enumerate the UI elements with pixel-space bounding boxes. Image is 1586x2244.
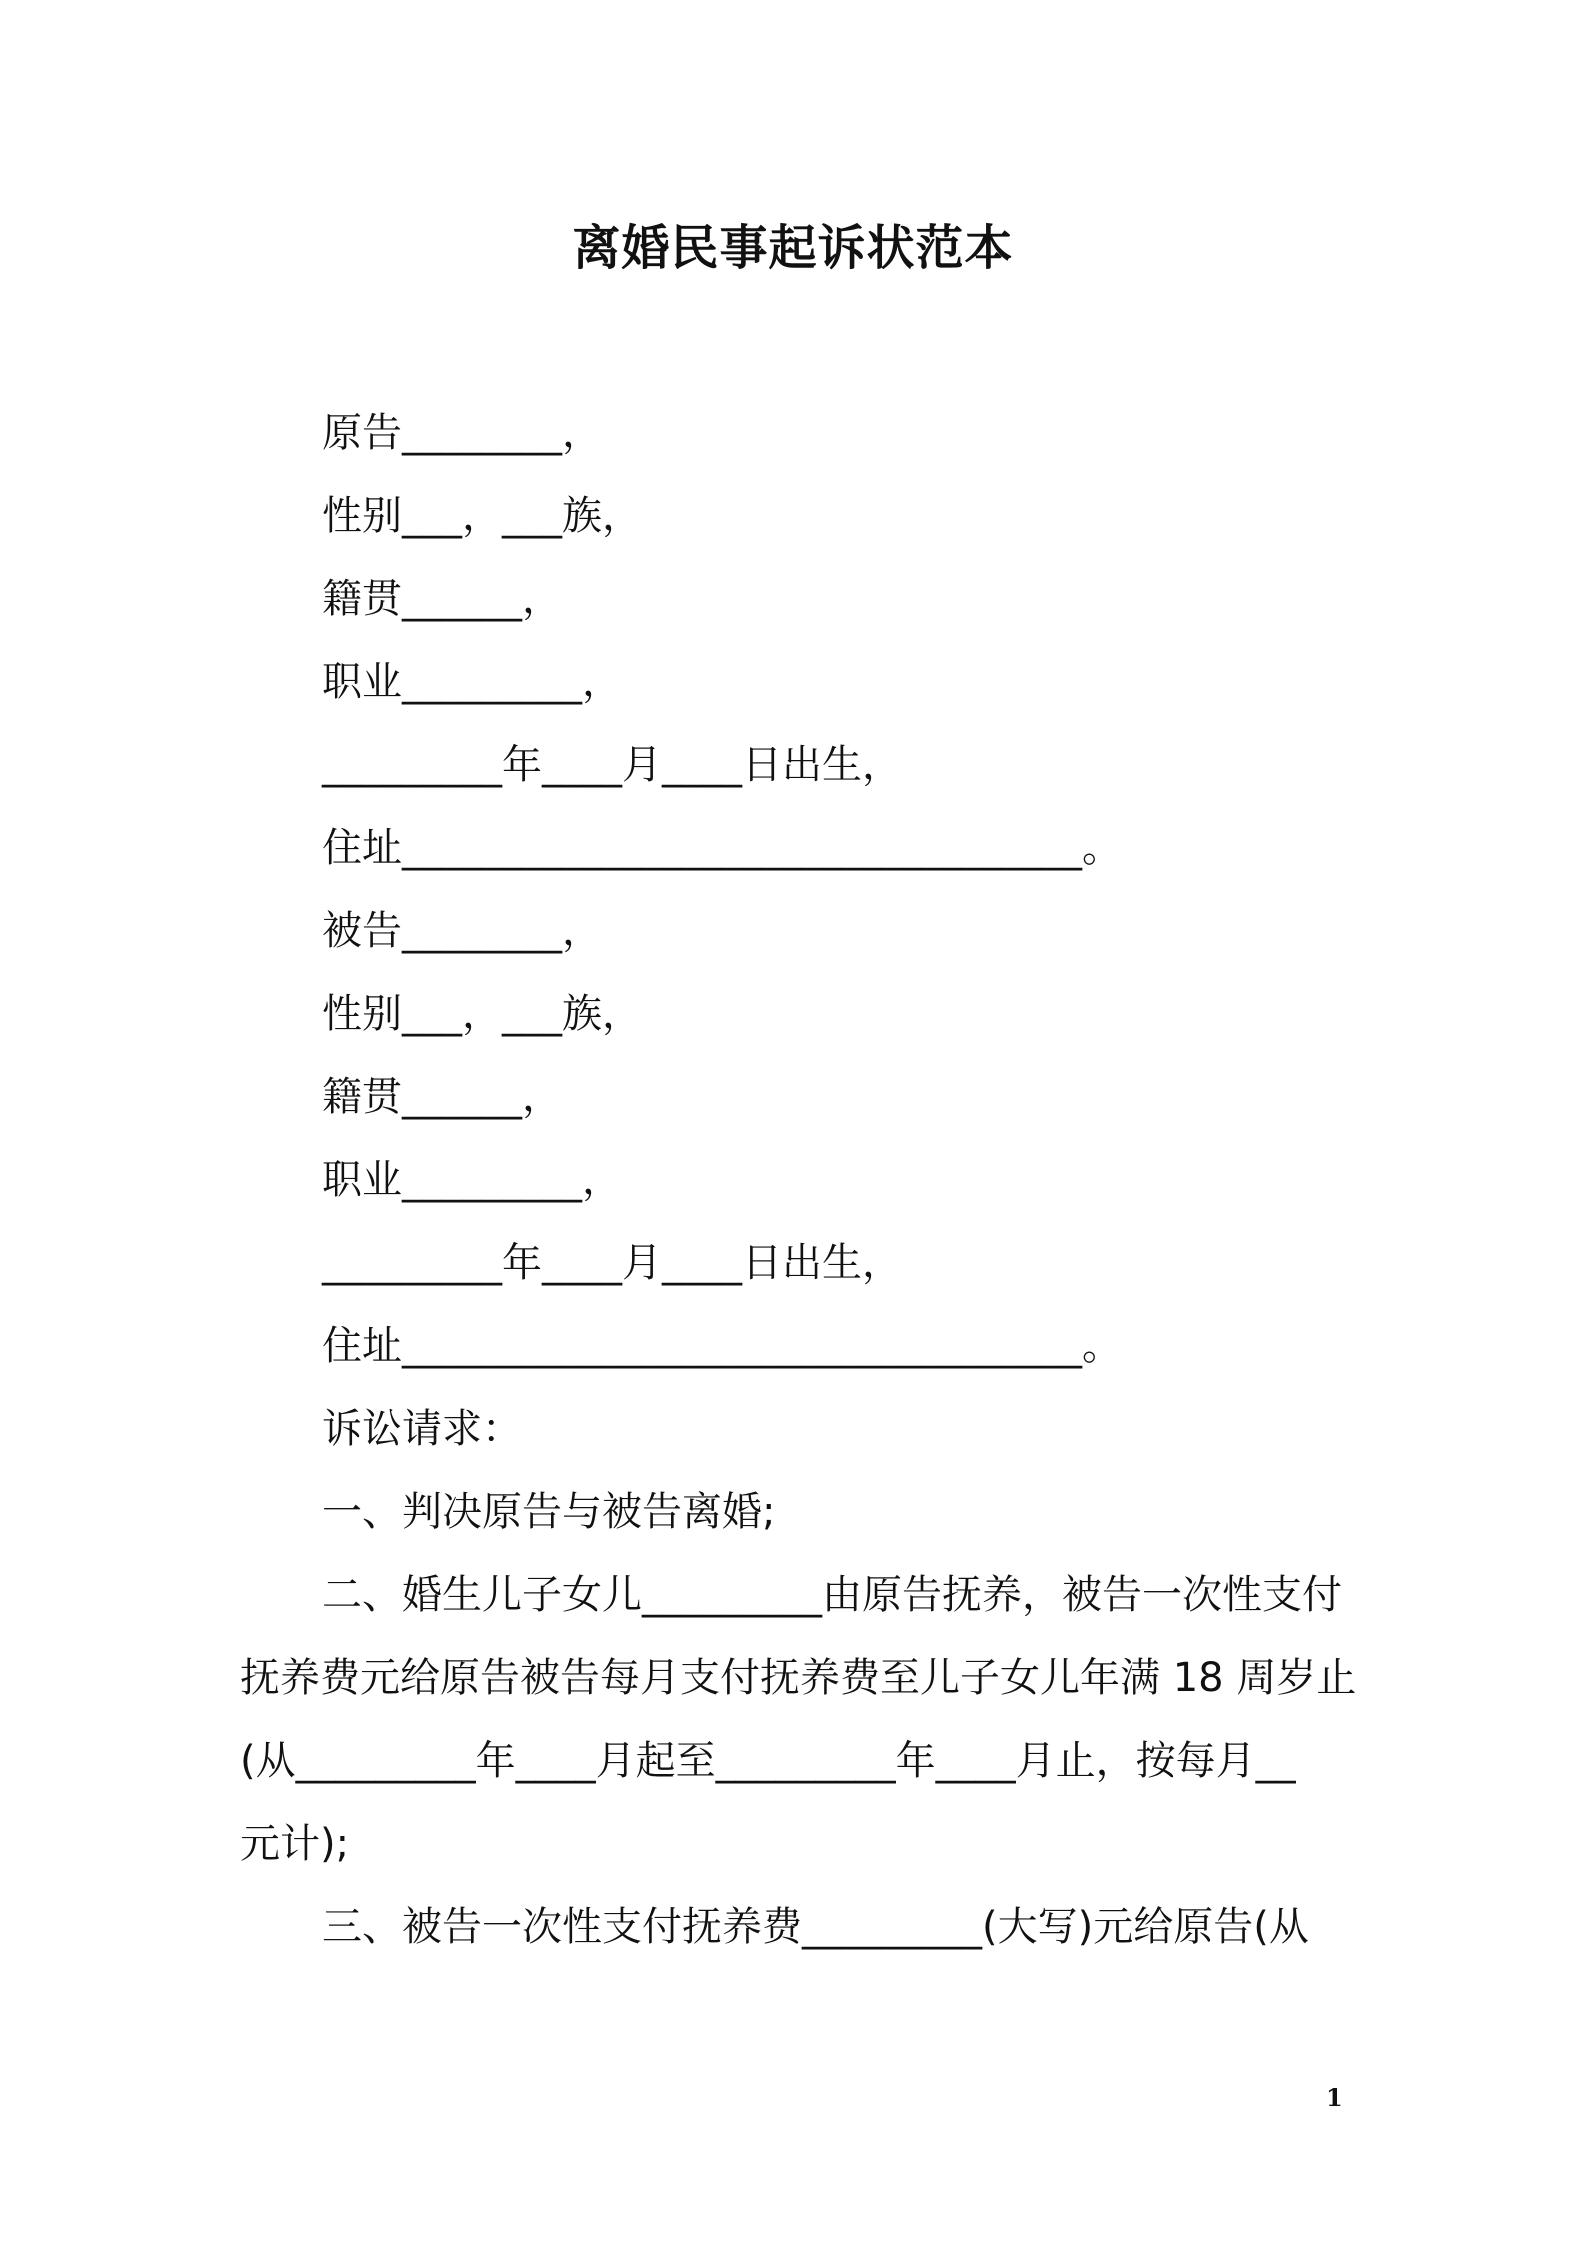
claim-three-line-1: 三、被告一次性支付抚养费_________(大写)元给原告(从 (322, 1904, 1309, 1950)
claim-two-line-2: 抚养费元给原告被告每月支付抚养费至儿子女儿年满 18 周岁止 (240, 1655, 1357, 1701)
defendant-birthdate-line: _________年____月____日出生， (322, 1240, 902, 1286)
page-number: 1 (1326, 2083, 1343, 2112)
defendant-gender-ethnicity-line: 性别___，___族， (322, 991, 642, 1037)
claim-two-line-4: 元计); (240, 1821, 350, 1867)
plaintiff-name-line: 原告________， (322, 410, 602, 456)
plaintiff-birthdate-line: _________年____月____日出生， (322, 742, 902, 788)
plaintiff-occupation-line: 职业_________， (322, 659, 622, 705)
claim-two-line-3: (从_________年____月起至_________年____月止，按每月__ (240, 1738, 1296, 1784)
defendant-name-line: 被告________， (322, 908, 602, 954)
defendant-occupation-line: 职业_________， (322, 1157, 622, 1203)
plaintiff-native-place-line: 籍贯______， (322, 576, 562, 622)
defendant-address-line: 住址__________________________________。 (322, 1323, 1122, 1369)
defendant-native-place-line: 籍贯______， (322, 1074, 562, 1120)
plaintiff-gender-ethnicity-line: 性别___，___族， (322, 493, 642, 539)
claim-two-line-1: 二、婚生儿子女儿_________由原告抚养，被告一次性支付 (322, 1572, 1342, 1618)
plaintiff-address-line: 住址__________________________________。 (322, 825, 1122, 871)
claim-one-line: 一、判决原告与被告离婚; (322, 1489, 776, 1535)
document-title: 离婚民事起诉状范本 (572, 220, 1014, 276)
claims-heading: 诉讼请求： (322, 1406, 522, 1452)
